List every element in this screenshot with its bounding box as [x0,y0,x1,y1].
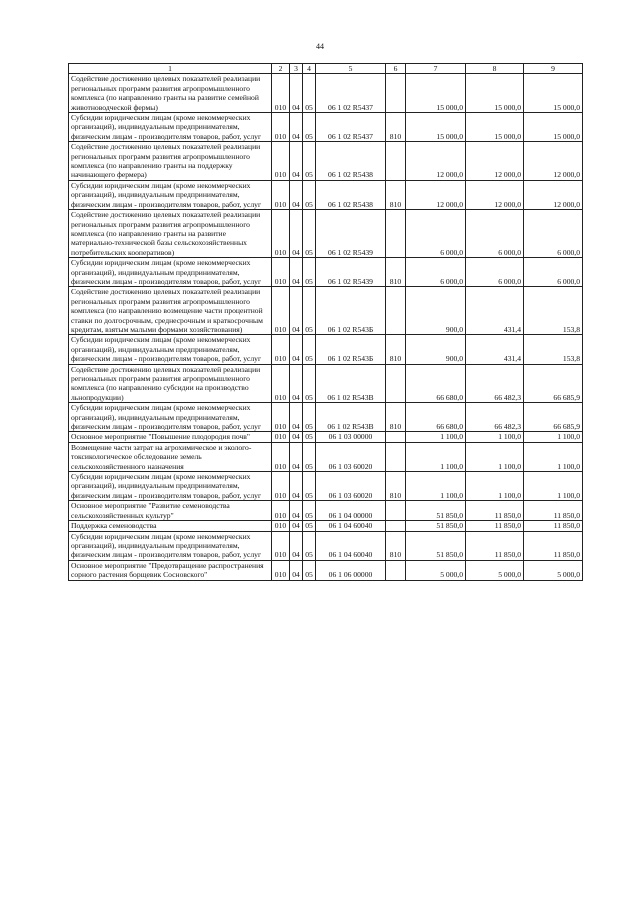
amount-year-2: 5 000,0 [466,560,524,580]
amount-year-3: 66 685,9 [524,364,583,403]
page-number: 44 [316,42,324,51]
admin-code: 010 [272,180,290,209]
expense-type-code: 810 [386,180,406,209]
amount-year-3: 6 000,0 [524,210,583,258]
amount-year-1: 12 000,0 [406,180,466,209]
row-name: Поддержка семеноводства [69,521,272,531]
section-code: 04 [290,180,303,209]
amount-year-1: 66 680,0 [406,364,466,403]
admin-code: 010 [272,364,290,403]
amount-year-2: 431,4 [466,287,524,335]
amount-year-2: 15 000,0 [466,74,524,113]
expense-type-code: 810 [386,335,406,364]
row-name: Основное мероприятие "Предотвращение распространения сорного растения борщевик Сосновского" [69,560,272,580]
section-code: 04 [290,531,303,560]
subsection-code: 05 [303,432,316,442]
target-article-code: 06 1 04 00000 [316,501,386,521]
subsection-code: 05 [303,364,316,403]
amount-year-1: 1 100,0 [406,432,466,442]
expense-type-code: 810 [386,403,406,432]
subsection-code: 05 [303,403,316,432]
section-code: 04 [290,142,303,181]
target-article-code: 06 1 02 R543В [316,364,386,403]
table-row [69,142,583,181]
row-name: Содействие достижению целевых показателей реализации региональных программ развития агропромышленного комплекса (по направлению гранты на развитие материально-технической базы сельскохозяйственных потребительских кооперативов) [69,210,272,258]
amount-year-1: 6 000,0 [406,210,466,258]
target-article-code: 06 1 04 60040 [316,521,386,531]
header-cell: 1 [69,64,272,74]
amount-year-3: 11 850,0 [524,501,583,521]
row-name: Содействие достижению целевых показателей реализации региональных программ развития агропромышленного комплекса (по направлению гранты на развитие семейной животноводческой фермы) [69,74,272,113]
section-code: 04 [290,364,303,403]
admin-code: 010 [272,560,290,580]
admin-code: 010 [272,403,290,432]
header-cell: 6 [386,64,406,74]
subsection-code: 05 [303,180,316,209]
amount-year-3: 5 000,0 [524,560,583,580]
subsection-code: 05 [303,258,316,287]
row-name: Субсидии юридическим лицам (кроме некоммерческих организаций), индивидуальным предпринимателям, физическим лицам - производителям товаров, работ, услуг [69,113,272,142]
amount-year-3: 15 000,0 [524,74,583,113]
table-row [69,531,583,560]
table-row [69,501,583,521]
amount-year-3: 153,8 [524,335,583,364]
expense-type-code [386,442,406,471]
section-code: 04 [290,403,303,432]
amount-year-1: 15 000,0 [406,74,466,113]
target-article-code: 06 1 03 60020 [316,442,386,471]
expense-type-code [386,521,406,531]
row-name: Содействие достижению целевых показателей реализации региональных программ развития агропромышленного комплекса (по направлению субсидии на производство льнопродукции) [69,364,272,403]
amount-year-1: 900,0 [406,287,466,335]
subsection-code: 05 [303,113,316,142]
row-name: Содействие достижению целевых показателей реализации региональных программ развития агропромышленного комплекса (по направлению возмещение части процентной ставки по долгосрочным, среднесрочным и краткосрочным кредитам, взятым малыми формами хозяйствования) [69,287,272,335]
section-code: 04 [290,74,303,113]
section-code: 04 [290,472,303,501]
target-article-code: 06 1 03 00000 [316,432,386,442]
subsection-code: 05 [303,335,316,364]
header-cell: 7 [406,64,466,74]
amount-year-2: 431,4 [466,335,524,364]
subsection-code: 05 [303,210,316,258]
target-article-code: 06 1 03 60020 [316,472,386,501]
admin-code: 010 [272,501,290,521]
table-row [69,335,583,364]
subsection-code: 05 [303,442,316,471]
amount-year-2: 1 100,0 [466,442,524,471]
target-article-code: 06 1 02 R5438 [316,180,386,209]
row-name: Субсидии юридическим лицам (кроме некоммерческих организаций), индивидуальным предпринимателям, физическим лицам - производителям товаров, работ, услуг [69,531,272,560]
section-code: 04 [290,287,303,335]
target-article-code: 06 1 02 R543В [316,403,386,432]
section-code: 04 [290,521,303,531]
subsection-code: 05 [303,501,316,521]
section-code: 04 [290,501,303,521]
table-row [69,442,583,471]
target-article-code: 06 1 02 R543Б [316,335,386,364]
row-name: Субсидии юридическим лицам (кроме некоммерческих организаций), индивидуальным предпринимателям, физическим лицам - производителям товаров, работ, услуг [69,180,272,209]
admin-code: 010 [272,113,290,142]
expense-type-code: 810 [386,113,406,142]
target-article-code: 06 1 02 R5437 [316,113,386,142]
row-name: Субсидии юридическим лицам (кроме некоммерческих организаций), индивидуальным предпринимателям, физическим лицам - производителям товаров, работ, услуг [69,258,272,287]
table-row [69,432,583,442]
subsection-code: 05 [303,560,316,580]
budget-table [68,63,583,581]
expense-type-code [386,432,406,442]
amount-year-1: 51 850,0 [406,531,466,560]
table-row [69,258,583,287]
target-article-code: 06 1 02 R543Б [316,287,386,335]
amount-year-1: 900,0 [406,335,466,364]
subsection-code: 05 [303,472,316,501]
section-code: 04 [290,113,303,142]
amount-year-2: 1 100,0 [466,472,524,501]
expense-type-code [386,210,406,258]
admin-code: 010 [272,432,290,442]
row-name: Основное мероприятие "Развитие семеноводства сельскохозяйственных культур" [69,501,272,521]
header-cell: 5 [316,64,386,74]
row-name: Субсидии юридическим лицам (кроме некоммерческих организаций), индивидуальным предпринимателям, физическим лицам - производителям товаров, работ, услуг [69,472,272,501]
admin-code: 010 [272,521,290,531]
amount-year-2: 6 000,0 [466,258,524,287]
admin-code: 010 [272,142,290,181]
amount-year-3: 153,8 [524,287,583,335]
amount-year-1: 51 850,0 [406,501,466,521]
admin-code: 010 [272,258,290,287]
amount-year-3: 1 100,0 [524,442,583,471]
section-code: 04 [290,210,303,258]
amount-year-1: 1 100,0 [406,442,466,471]
expense-type-code [386,287,406,335]
amount-year-1: 5 000,0 [406,560,466,580]
amount-year-2: 12 000,0 [466,142,524,181]
amount-year-2: 66 482,3 [466,364,524,403]
target-article-code: 06 1 02 R5439 [316,258,386,287]
admin-code: 010 [272,531,290,560]
amount-year-2: 66 482,3 [466,403,524,432]
admin-code: 010 [272,442,290,471]
row-name: Субсидии юридическим лицам (кроме некоммерческих организаций), индивидуальным предпринимателям, физическим лицам - производителям товаров, работ, услуг [69,335,272,364]
amount-year-1: 51 850,0 [406,521,466,531]
table-row [69,113,583,142]
amount-year-1: 1 100,0 [406,472,466,501]
amount-year-2: 15 000,0 [466,113,524,142]
expense-type-code: 810 [386,258,406,287]
section-code: 04 [290,335,303,364]
amount-year-3: 1 100,0 [524,432,583,442]
amount-year-2: 6 000,0 [466,210,524,258]
expense-type-code [386,74,406,113]
amount-year-3: 12 000,0 [524,142,583,181]
amount-year-2: 11 850,0 [466,501,524,521]
expense-type-code [386,560,406,580]
admin-code: 010 [272,210,290,258]
admin-code: 010 [272,74,290,113]
admin-code: 010 [272,472,290,501]
section-code: 04 [290,432,303,442]
section-code: 04 [290,442,303,471]
table-row [69,403,583,432]
expense-type-code: 810 [386,472,406,501]
target-article-code: 06 1 02 R5438 [316,142,386,181]
header-cell: 3 [290,64,303,74]
amount-year-1: 12 000,0 [406,142,466,181]
header-cell: 2 [272,64,290,74]
target-article-code: 06 1 02 R5439 [316,210,386,258]
section-code: 04 [290,258,303,287]
table-row [69,521,583,531]
amount-year-2: 12 000,0 [466,180,524,209]
header-cell: 4 [303,64,316,74]
amount-year-2: 11 850,0 [466,531,524,560]
amount-year-1: 15 000,0 [406,113,466,142]
subsection-code: 05 [303,142,316,181]
target-article-code: 06 1 04 60040 [316,531,386,560]
expense-type-code [386,501,406,521]
amount-year-3: 15 000,0 [524,113,583,142]
table-row [69,364,583,403]
amount-year-3: 12 000,0 [524,180,583,209]
target-article-code: 06 1 06 00000 [316,560,386,580]
amount-year-2: 11 850,0 [466,521,524,531]
subsection-code: 05 [303,531,316,560]
expense-type-code: 810 [386,531,406,560]
header-cell: 8 [466,64,524,74]
header-cell: 9 [524,64,583,74]
expense-type-code [386,142,406,181]
section-code: 04 [290,560,303,580]
row-name: Возмещение части затрат на агрохимическое и эколого-токсикологическое обследование земель сельскохозяйственного назначения [69,442,272,471]
table-row [69,560,583,580]
row-name: Субсидии юридическим лицам (кроме некоммерческих организаций), индивидуальным предпринимателям, физическим лицам - производителям товаров, работ, услуг [69,403,272,432]
table-row [69,472,583,501]
expense-type-code [386,364,406,403]
amount-year-1: 66 680,0 [406,403,466,432]
amount-year-3: 11 850,0 [524,531,583,560]
target-article-code: 06 1 02 R5437 [316,74,386,113]
amount-year-2: 1 100,0 [466,432,524,442]
subsection-code: 05 [303,74,316,113]
admin-code: 010 [272,287,290,335]
amount-year-3: 1 100,0 [524,472,583,501]
subsection-code: 05 [303,521,316,531]
header-row [69,64,583,74]
table-row [69,210,583,258]
table-row [69,74,583,113]
admin-code: 010 [272,335,290,364]
subsection-code: 05 [303,287,316,335]
amount-year-3: 66 685,9 [524,403,583,432]
amount-year-3: 6 000,0 [524,258,583,287]
table-row [69,180,583,209]
amount-year-1: 6 000,0 [406,258,466,287]
amount-year-3: 11 850,0 [524,521,583,531]
row-name: Основное мероприятие "Повышение плодородия почв" [69,432,272,442]
row-name: Содействие достижению целевых показателей реализации региональных программ развития агропромышленного комплекса (по направлению гранты на поддержку начинающего фермера) [69,142,272,181]
table-row [69,287,583,335]
